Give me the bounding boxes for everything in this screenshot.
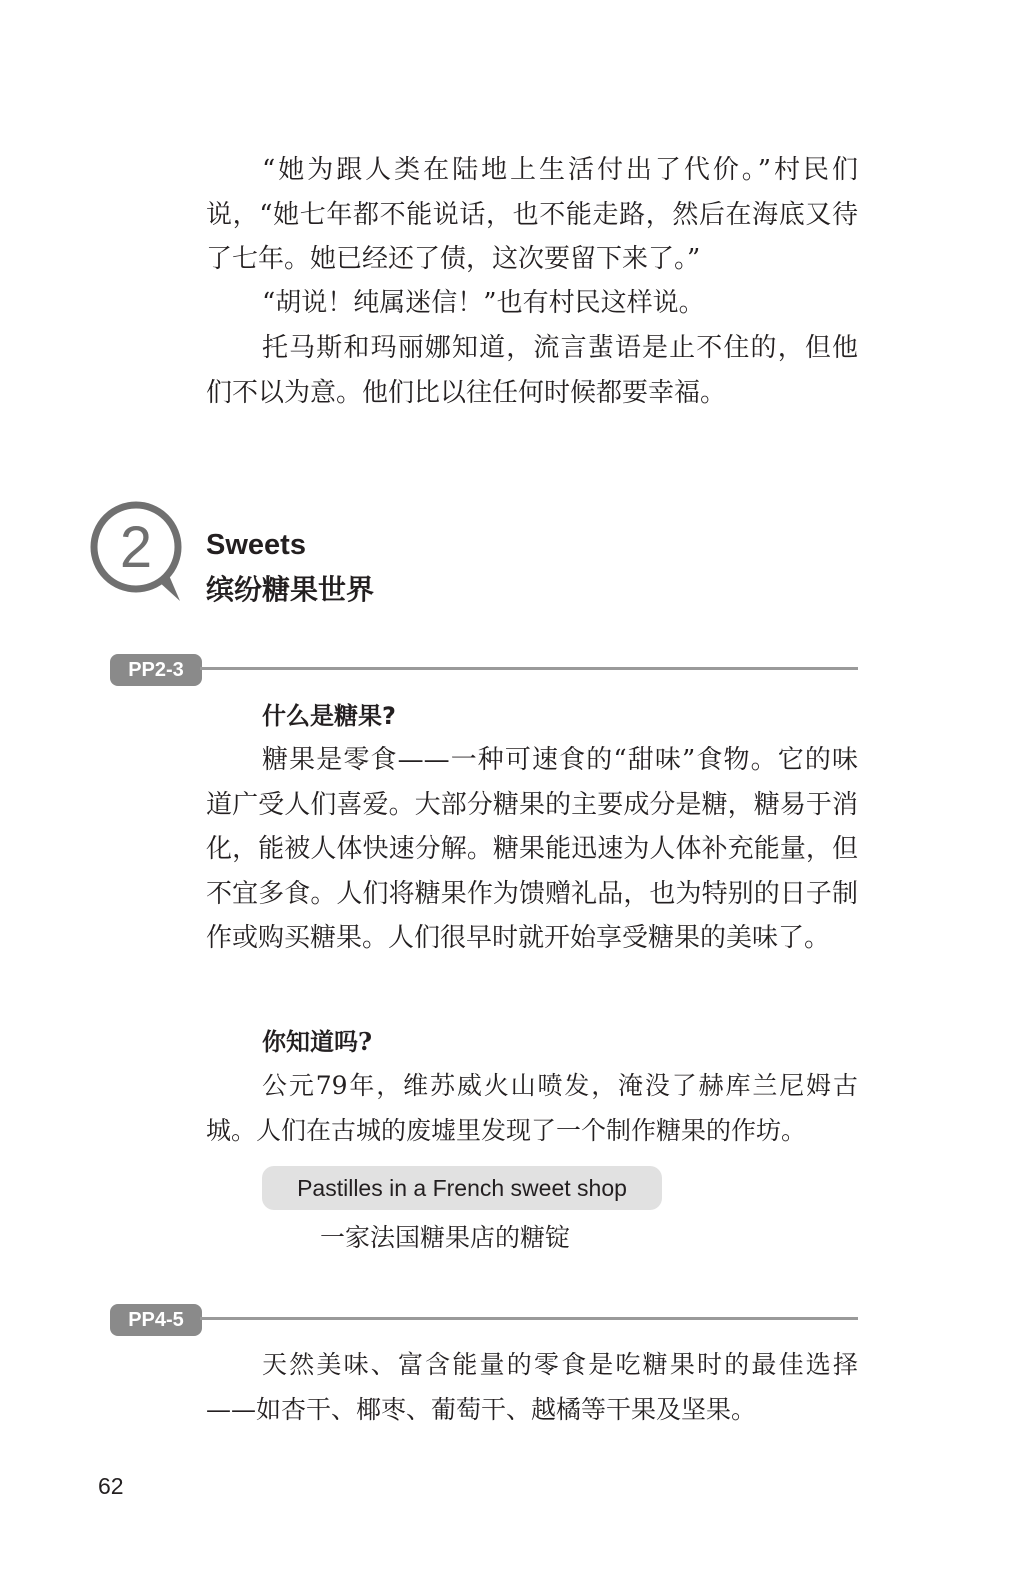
section2-body: 天然美味、富含能量的零食是吃糖果时的最佳选择——如杏干、椰枣、葡萄干、越橘等干果及坚果。 — [206, 1350, 858, 1424]
section-heading: 什么是糖果? — [262, 702, 396, 730]
section-tag-pp2-3: PP2-3 — [110, 654, 202, 686]
speech-bubble-icon — [88, 497, 188, 603]
page-number: 62 — [98, 1473, 124, 1499]
section-body: 糖果是零食——一种可速食的“甜味”食物。它的味道广受人们喜爱。大部分糖果的主要成分是糖，糖易于消化，能被人体快速分解。糖果能迅速为人体补充能量，但不宜多食。人们将糖果作为馈赠礼品，也为特别的日子制作或购买糖果。人们很早时就开始享受糖果的美味了。 — [206, 745, 858, 953]
section-divider — [200, 1317, 858, 1320]
chapter-title-chinese: 缤纷糖果世界 — [206, 573, 375, 606]
caption-chinese: 一家法国糖果店的糖锭 — [320, 1223, 571, 1252]
story-paragraph-1: “她为跟人类在陆地上生活付出了代价。”村民们说，“她七年都不能说话，也不能走路，然后在海底又待了七年。她已经还了债，这次要留下来了。” — [206, 155, 858, 274]
story-paragraph-2: “胡说！纯属迷信！”也有村民这样说。 — [262, 288, 705, 318]
chapter-title-english: Sweets — [206, 529, 306, 561]
section-tag-pp4-5: PP4-5 — [110, 1304, 202, 1336]
section-divider — [200, 667, 858, 670]
caption-pill-english: Pastilles in a French sweet shop — [262, 1166, 662, 1210]
did-you-know-heading: 你知道吗? — [262, 1027, 373, 1056]
story-paragraph-3: 托马斯和玛丽娜知道，流言蜚语是止不住的，但他们不以为意。他们比以往任何时候都要幸福。 — [206, 333, 858, 408]
chapter-number: 2 — [119, 515, 153, 580]
did-you-know-body: 公元79年，维苏威火山喷发，淹没了赫库兰尼姆古城。人们在古城的废墟里发现了一个制作糖果的作坊。 — [206, 1071, 858, 1145]
chapter-number-badge — [88, 497, 188, 603]
